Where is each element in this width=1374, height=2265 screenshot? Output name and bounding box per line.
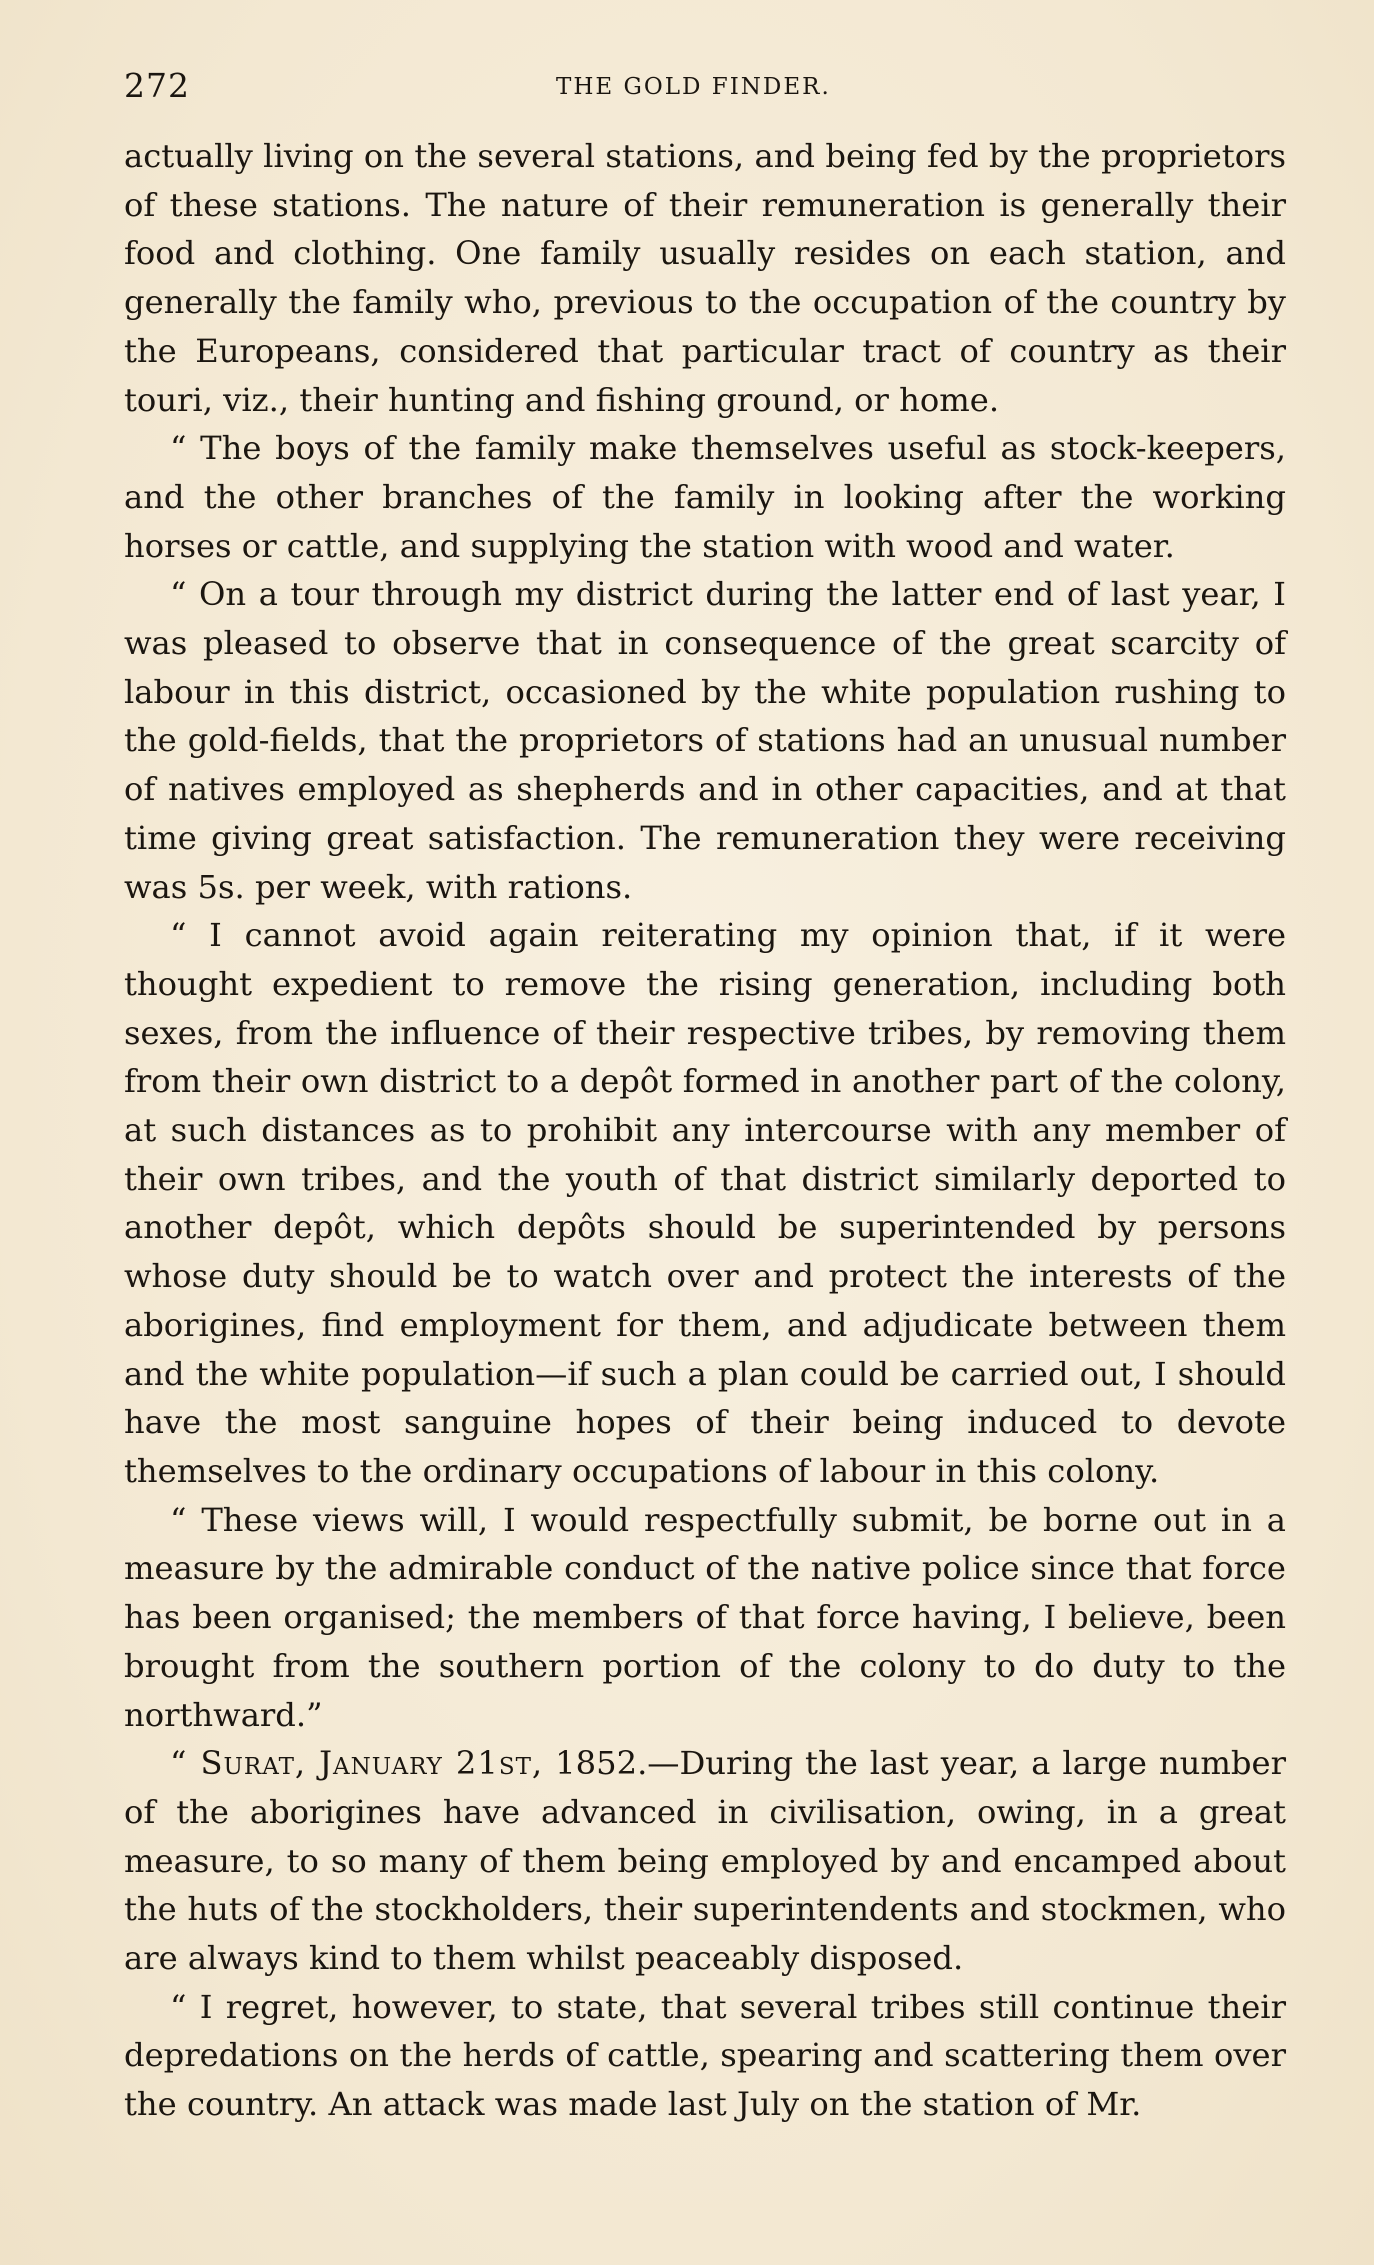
paragraph-3: “ On a tour through my district during the latter end of last year, I was pleased to observe that in consequence of the great scarcity of labour in this district, occasioned by the white population rushing to the gold-fields, that the proprietors of stations had an unusual number of natives employed as shepherds and in other capacities, and at that time giving great satisfaction. The remuneration they were receiving was 5s. per week, with rations. [124, 575, 1286, 906]
paragraph-2: “ The boys of the family make themselves useful as stock-keepers, and the other branches of the family in looking after the working horses or cattle, and supplying the station with wood and water. [124, 429, 1286, 565]
page-number: 272 [124, 66, 190, 105]
paragraph-5: “ These views will, I would respectfully submit, be borne out in a measure by the admirable conduct of the native police since that force has been organised; the members of that force having, I believe, been brought from the southern portion of the colony to do duty to the northward.” [124, 1500, 1286, 1734]
running-title: THE GOLD FINDER. [556, 74, 831, 100]
page-header [124, 66, 1284, 106]
body-text [124, 132, 1286, 2129]
paragraph-6-text: 1852.—During the last year, a large number of the aborigines have advanced in civilisation, owing, in a great measure, to so many of them being employed by and encamped about the huts of the stockholders, their superintendents and stockmen, who are always kind to them whilst peaceably disposed. [124, 1744, 1286, 1978]
paragraph-4: “ I cannot avoid again reiterating my opinion that, if it were thought expedient to remove the rising generation, including both sexes, from the influence of their respective tribes, by removing them from their own district to a depôt formed in another part of the colony, at such distances as to prohibit any intercourse with any member of their own tribes, and the youth of that district similarly deported to another depôt, which depôts should be superintended by persons whose duty should be to watch over and protect the interests of the aborigines, find employment for them, and adjudicate between them and the white population—if such a plan could be carried out, I should have the most sanguine hopes of their being induced to devote themselves to the ordinary occupations of labour in this colony. [124, 916, 1286, 1490]
paragraph-7: “ I regret, however, to state, that several tribes still continue their depredations on the herds of cattle, spearing and scattering them over the country. An attack was made last July on the station of Mr. [124, 1987, 1286, 2124]
dateline: “ Surat, January 21st, [170, 1744, 544, 1783]
paragraph-6 [124, 1739, 1286, 1983]
paragraph-1: actually living on the several stations, and being fed by the proprietors of these stations. The nature of their remuneration is generally their food and clothing. One family usually resides on each station, and generally the family who, previous to the occupation of the country by the Europeans, considered that particular tract of country as their touri, viz., their hunting and fishing ground, or home. [124, 137, 1286, 419]
